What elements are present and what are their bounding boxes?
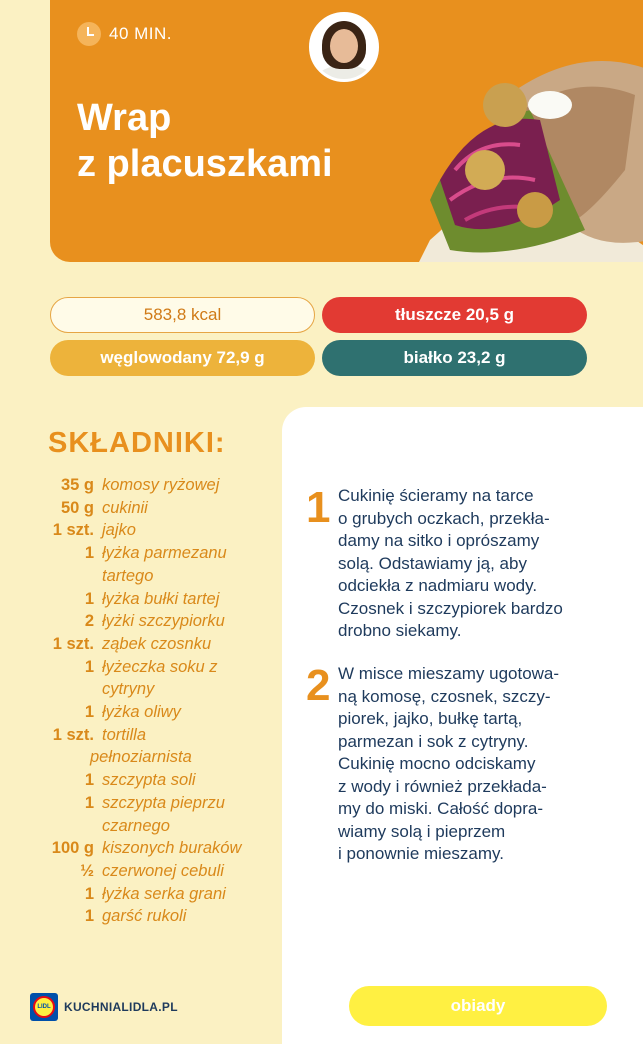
ingredient-item: 1 łyżka parmezanu bbox=[84, 544, 227, 563]
ingredient-item: czarnego bbox=[102, 816, 170, 835]
ingredient-item: 1 szczypta pieprzu bbox=[84, 793, 225, 812]
ingredient-item: tartego bbox=[102, 566, 154, 585]
fat-badge: tłuszcze 20,5 g bbox=[322, 297, 587, 333]
author-avatar bbox=[309, 12, 379, 82]
ingredient-item: 35 g komosy ryżowej bbox=[60, 476, 220, 494]
category-tag[interactable]: obiady bbox=[349, 986, 607, 1026]
ingredient-item: 1 łyżeczka soku z bbox=[84, 657, 218, 676]
ingredient-item: 1 łyżka serka grani bbox=[84, 884, 226, 903]
carbs-badge: węglowodany 72,9 g bbox=[50, 340, 315, 376]
ingredient-item: 1 łyżka oliwy bbox=[84, 703, 181, 722]
recipe-title-line2: z placuszkami bbox=[77, 143, 333, 185]
lidl-logo[interactable] bbox=[30, 993, 178, 1021]
ingredient-item: 1 szt. tortilla bbox=[52, 725, 147, 744]
step-number: 2 bbox=[306, 661, 331, 710]
calories-badge: 583,8 kcal bbox=[50, 297, 315, 333]
recipe-title bbox=[77, 95, 333, 187]
prep-time-label: 40 MIN. bbox=[109, 24, 173, 43]
step-number: 1 bbox=[306, 483, 331, 532]
ingredient-item: 1 szt. jajko bbox=[52, 521, 136, 540]
step-text: Cukinię ścieramy na tarce o grubych oczkach, przekła- damy na sitko i oprószamy solą. Odstawiamy ją, aby odciekła z nadmiaru wody. Czosnek i szczypiorek bardzo drobno siekamy. bbox=[338, 486, 563, 640]
ingredient-item: 1 szt. ząbek czosnku bbox=[52, 634, 212, 653]
ingredients-list bbox=[40, 474, 280, 928]
ingredient-item: cytryny bbox=[102, 680, 155, 699]
ingredient-item: 1 szczypta soli bbox=[84, 771, 196, 790]
site-link[interactable]: KUCHNIALIDLA.PL bbox=[64, 1000, 178, 1014]
ingredient-item: 50 g cukinii bbox=[60, 498, 148, 517]
lidl-logo-icon: LIDL bbox=[30, 993, 58, 1021]
ingredient-item: 100 g kiszonych buraków bbox=[51, 839, 242, 858]
recipe-title-line1: Wrap bbox=[77, 97, 172, 139]
ingredient-item: ½ czerwonej cebuli bbox=[80, 861, 224, 880]
protein-badge: białko 23,2 g bbox=[322, 340, 587, 376]
step-text: W misce mieszamy ugotowa- ną komosę, czosnek, szczy- piorek, jajko, bułkę tartą, parmezan i sok z cytryny. Cukinię mocno odciskamy z wody i również przekłada- my do miski. Całość dopra- wiamy solą i pieprzem i ponownie mieszamy. bbox=[338, 664, 560, 863]
ingredient-item: 1 garść rukoli bbox=[84, 907, 187, 926]
prep-time bbox=[77, 22, 172, 46]
ingredients-heading: SKŁADNIKI: bbox=[48, 427, 226, 459]
ingredient-item: 2 łyżki szczypiorku bbox=[84, 612, 225, 631]
wrap-photo bbox=[370, 50, 643, 262]
ingredient-item: 1 łyżka bułki tartej bbox=[84, 589, 220, 608]
step-2 bbox=[306, 663, 628, 866]
ingredient-item: pełnoziarnista bbox=[90, 748, 192, 767]
clock-icon bbox=[77, 22, 101, 46]
instructions-panel bbox=[282, 407, 643, 1044]
step-1 bbox=[306, 485, 628, 643]
